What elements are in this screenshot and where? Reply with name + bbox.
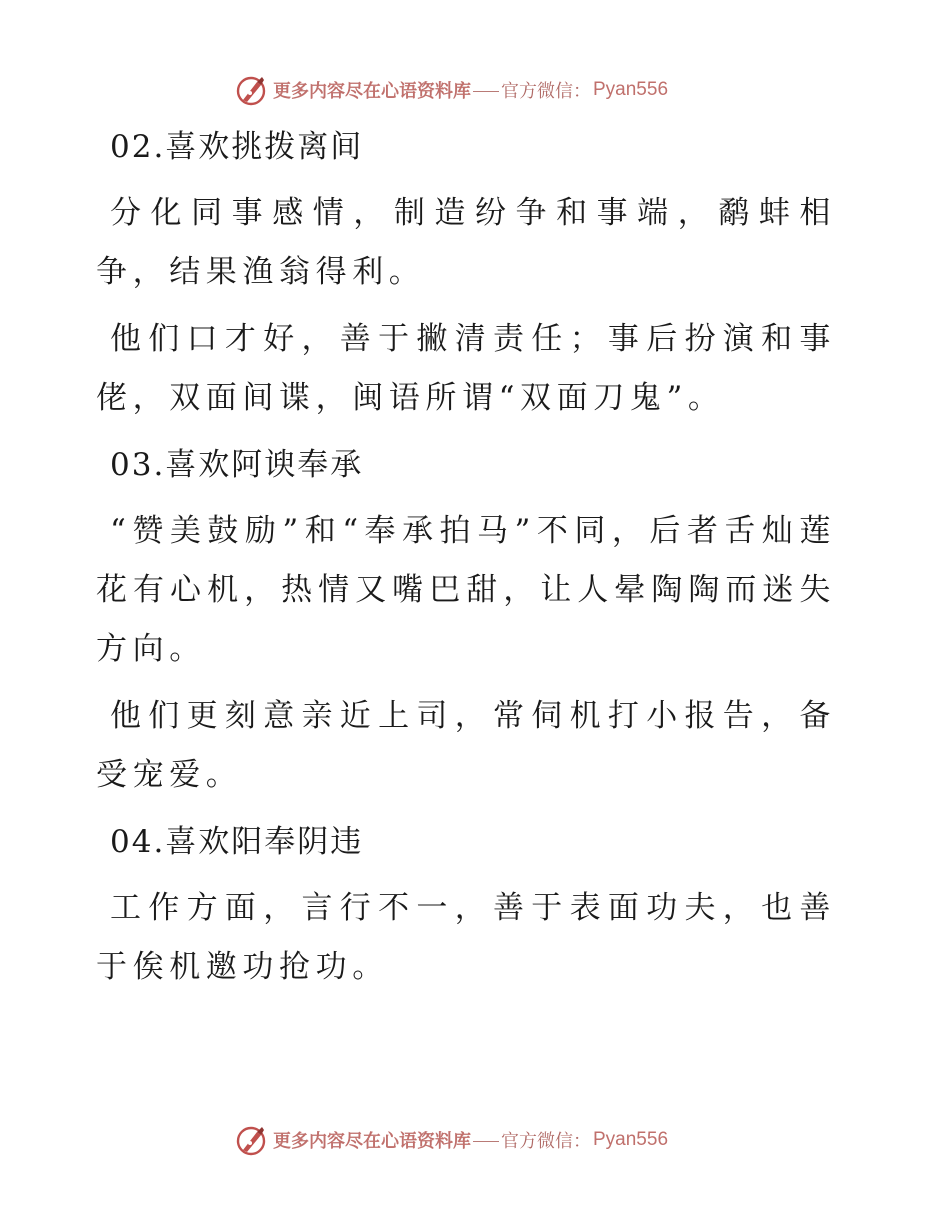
pen-logo-icon <box>235 1124 267 1156</box>
paragraph: 他们口才好，善于撇清责任；事后扮演和事佬，双面间谍，闽语所谓“双面刀鬼”。 <box>96 321 836 416</box>
footer-watermark <box>235 1122 668 1158</box>
header-watermark <box>235 72 668 108</box>
paragraph: 分化同事感情，制造纷争和事端，鹬蚌相争，结果渔翁得利。 <box>96 195 836 290</box>
separator-dash <box>473 91 499 92</box>
wechat-label: 官方微信： <box>501 81 591 102</box>
section-heading: 02.喜欢挑拨离间 <box>110 129 364 165</box>
paragraph: 工作方面，言行不一，善于表面功夫，也善于俟机邀功抢功。 <box>96 890 836 985</box>
promo-text: 更多内容尽在心语资料库 <box>273 1131 471 1152</box>
paragraph: 他们更刻意亲近上司，常伺机打小报告，备受宠爱。 <box>96 698 836 793</box>
wechat-label: 官方微信： <box>501 1131 591 1152</box>
paragraph: “赞美鼓励”和“奉承拍马”不同，后者舌灿莲花有心机，热情又嘴巴甜，让人晕陶陶而迷失方向。 <box>96 513 836 667</box>
separator-dash <box>473 1141 499 1142</box>
document-body <box>96 118 836 997</box>
pen-logo-icon <box>235 74 267 106</box>
promo-text: 更多内容尽在心语资料库 <box>273 81 471 102</box>
section-heading: 03.喜欢阿谀奉承 <box>110 447 364 483</box>
wechat-handle: Pyan556 <box>593 1129 669 1150</box>
section-heading: 04.喜欢阳奉阴违 <box>110 824 364 860</box>
wechat-handle: Pyan556 <box>593 79 669 100</box>
